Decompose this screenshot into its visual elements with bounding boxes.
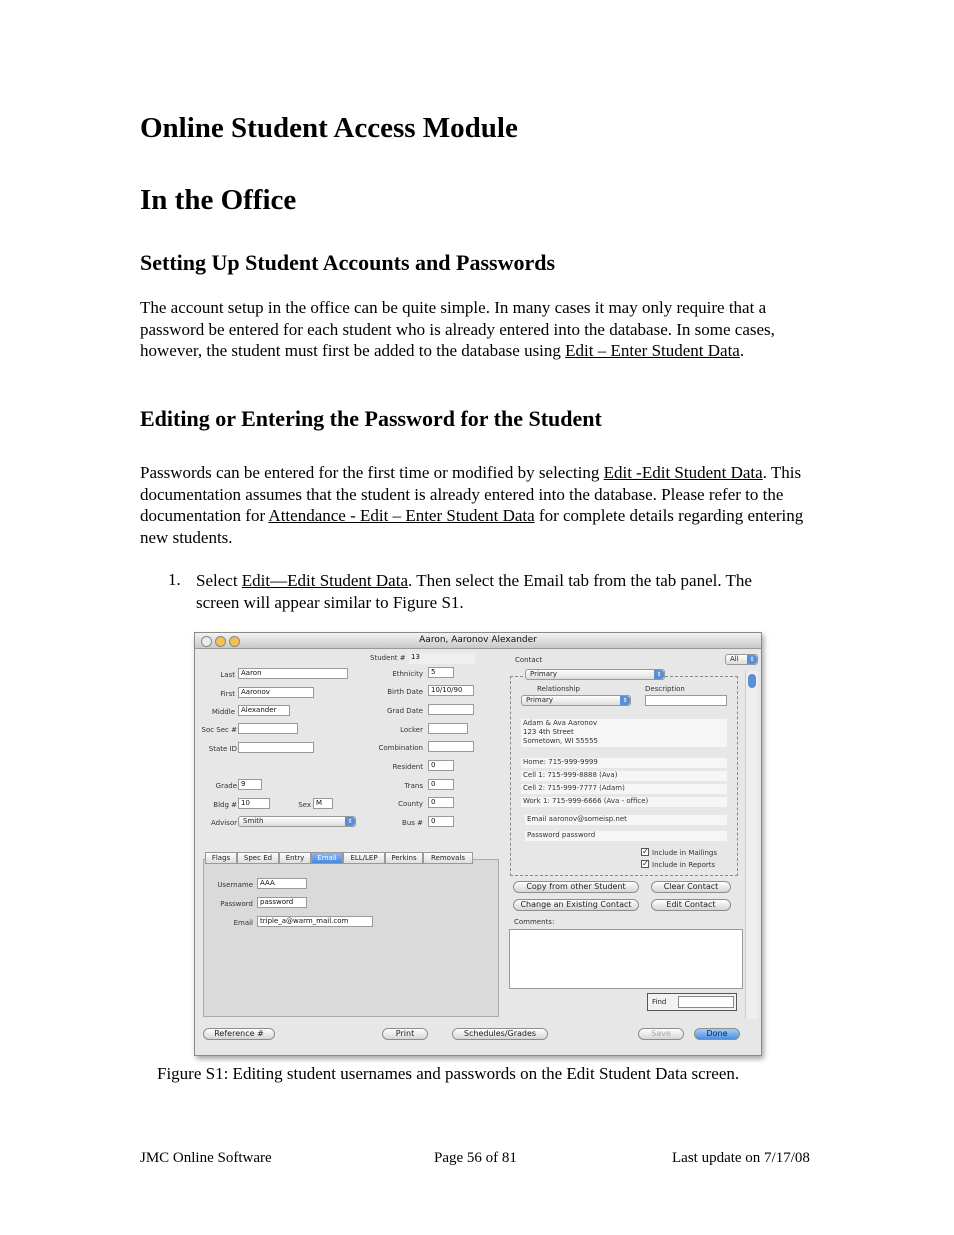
bldg-label: Bldg # bbox=[213, 801, 237, 809]
grade-field[interactable]: 9 bbox=[238, 779, 262, 790]
bus-label: Bus # bbox=[402, 819, 423, 827]
footer-page-number: Page 56 of 81 bbox=[434, 1150, 517, 1166]
tab-email[interactable]: Email bbox=[311, 852, 343, 864]
contact-password: Password password bbox=[525, 831, 727, 841]
ethnicity-label: Ethnicity bbox=[392, 670, 423, 678]
include-mailings-label: Include in Mailings bbox=[652, 849, 718, 857]
grade-label: Grade bbox=[215, 782, 237, 790]
chevron-updown-icon: ⇕ bbox=[345, 817, 355, 826]
birth-date-label: Birth Date bbox=[387, 688, 423, 696]
save-button[interactable]: Save bbox=[638, 1028, 684, 1040]
username-field[interactable]: AAA bbox=[257, 878, 307, 889]
password-label: Password bbox=[220, 900, 253, 908]
password-field[interactable]: password bbox=[257, 897, 307, 908]
birth-date-field[interactable]: 10/10/90 bbox=[428, 685, 474, 696]
description-field[interactable] bbox=[645, 695, 727, 706]
student-num-label: Student # bbox=[370, 654, 406, 662]
grad-date-label: Grad Date bbox=[387, 707, 423, 715]
comments-label: Comments: bbox=[514, 918, 555, 926]
schedules-grades-button[interactable]: Schedules/Grades bbox=[452, 1028, 548, 1040]
include-reports-label: Include in Reports bbox=[652, 861, 716, 869]
scrollbar-thumb[interactable] bbox=[748, 674, 756, 688]
contact-email: Email aaronov@someisp.net bbox=[525, 815, 727, 825]
step-text: Select Edit—Edit Student Data. Then select the Email tab from the tab panel. The screen will appear similar to Figure S1. bbox=[196, 571, 752, 612]
email-field[interactable]: triple_a@warm_mail.com bbox=[257, 916, 373, 927]
print-button[interactable]: Print bbox=[382, 1028, 428, 1040]
advisor-label: Advisor bbox=[210, 819, 237, 827]
bldg-field[interactable]: 10 bbox=[238, 798, 270, 809]
soc-sec-label: Soc Sec # bbox=[201, 726, 237, 734]
link-edit-edit-student-data[interactable]: Edit -Edit Student Data bbox=[603, 463, 763, 482]
scrollbar[interactable] bbox=[745, 671, 758, 1019]
resident-label: Resident bbox=[392, 763, 423, 771]
edit-student-window bbox=[194, 632, 762, 1056]
find-box bbox=[647, 993, 737, 1011]
relationship-label: Relationship bbox=[537, 685, 580, 693]
include-mailings-checkbox[interactable]: ✓ bbox=[642, 847, 649, 856]
copy-from-student-button[interactable]: Copy from other Student bbox=[513, 881, 639, 893]
link-step-edit-student-data[interactable]: Edit—Edit Student Data bbox=[241, 571, 408, 590]
window-titlebar bbox=[195, 633, 761, 649]
description-label: Description bbox=[645, 685, 685, 693]
relationship-popup[interactable]: Primary ⇕ bbox=[521, 695, 631, 706]
phone-work1: Work 1: 715-999-6666 (Ava - office) bbox=[521, 797, 727, 807]
comments-textarea[interactable] bbox=[509, 929, 743, 989]
footer-last-update: Last update on 7/17/08 bbox=[672, 1150, 810, 1166]
last-label: Last bbox=[220, 671, 235, 679]
reference-button[interactable]: Reference # bbox=[203, 1028, 275, 1040]
phone-home: Home: 715-999-9999 bbox=[521, 758, 727, 768]
sex-field[interactable]: M bbox=[313, 798, 333, 809]
state-id-label: State ID bbox=[208, 745, 237, 753]
footer-left: JMC Online Software bbox=[140, 1150, 272, 1166]
step-number: 1. bbox=[168, 570, 181, 589]
section-heading-accounts: Setting Up Student Accounts and Passwords bbox=[140, 250, 556, 275]
email-label: Email bbox=[233, 919, 253, 927]
phone-cell2: Cell 2: 715-999-7777 (Adam) bbox=[521, 784, 727, 794]
paragraph-account-setup: The account setup in the office can be quite simple. In many cases it may only require that a password be entered for each student who is already entered into the database. In some cases, however, the student must first be added to the database using Edit – Enter Student Data. bbox=[140, 298, 775, 361]
change-existing-contact-button[interactable]: Change an Existing Contact bbox=[513, 899, 639, 911]
advisor-popup[interactable]: Smith ⇕ bbox=[238, 816, 356, 827]
resident-field[interactable]: 0 bbox=[428, 760, 454, 771]
trans-field[interactable]: 0 bbox=[428, 779, 454, 790]
soc-sec-field[interactable] bbox=[238, 723, 298, 734]
state-id-field[interactable] bbox=[238, 742, 314, 753]
section-heading-password: Editing or Entering the Password for the Student bbox=[140, 406, 602, 431]
tab-ell-lep[interactable]: ELL/LEP bbox=[343, 852, 385, 864]
first-name-field[interactable]: Aaronov bbox=[238, 687, 314, 698]
tab-perkins[interactable]: Perkins bbox=[385, 852, 423, 864]
find-input[interactable] bbox=[678, 996, 734, 1008]
last-name-field[interactable]: Aaron bbox=[238, 668, 348, 679]
trans-label: Trans bbox=[404, 782, 423, 790]
contact-type-popup[interactable]: Primary ⇕ bbox=[525, 669, 665, 680]
find-label: Find bbox=[652, 998, 667, 1006]
county-field[interactable]: 0 bbox=[428, 797, 454, 808]
done-button[interactable]: Done bbox=[694, 1028, 740, 1040]
tab-flags[interactable]: Flags bbox=[205, 852, 237, 864]
link-attendance-edit[interactable]: Attendance - Edit – Enter Student Data bbox=[268, 506, 535, 526]
bus-field[interactable]: 0 bbox=[428, 816, 454, 827]
figure-caption: Figure S1: Editing student usernames and passwords on the Edit Student Data screen. bbox=[157, 1064, 740, 1083]
chevron-updown-icon: ⇕ bbox=[620, 696, 630, 705]
sex-label: Sex bbox=[298, 801, 311, 809]
tab-removals[interactable]: Removals bbox=[423, 852, 473, 864]
contact-filter-popup[interactable]: All ⇕ bbox=[725, 654, 758, 665]
county-label: County bbox=[398, 800, 423, 808]
contact-label: Contact bbox=[515, 656, 543, 664]
grad-date-field[interactable] bbox=[428, 704, 474, 715]
tab-spec-ed[interactable]: Spec Ed bbox=[237, 852, 279, 864]
username-label: Username bbox=[217, 881, 253, 889]
page-title: Online Student Access Module bbox=[140, 112, 518, 144]
phone-cell1: Cell 1: 715-999-8888 (Ava) bbox=[521, 771, 727, 781]
page-subtitle: In the Office bbox=[140, 184, 297, 216]
combination-field[interactable] bbox=[428, 741, 474, 752]
contact-address: Adam & Ava Aaronov 123 4th Street Sometown, WI 55555 bbox=[521, 719, 727, 747]
chevron-updown-icon: ⇕ bbox=[747, 655, 757, 664]
tab-entry[interactable]: Entry bbox=[279, 852, 311, 864]
locker-field[interactable] bbox=[428, 723, 468, 734]
ethnicity-field[interactable]: 5 bbox=[428, 667, 454, 678]
student-num-value: 13 bbox=[409, 653, 475, 664]
window-title: Aaron, Aaronov Alexander bbox=[419, 635, 537, 645]
clear-contact-button[interactable]: Clear Contact bbox=[651, 881, 731, 893]
chevron-updown-icon: ⇕ bbox=[654, 670, 664, 679]
middle-name-field[interactable]: Alexander bbox=[238, 705, 290, 716]
include-reports-checkbox[interactable]: ✓ bbox=[642, 859, 649, 868]
first-label: First bbox=[220, 690, 235, 698]
middle-label: Middle bbox=[211, 708, 235, 716]
edit-contact-button[interactable]: Edit Contact bbox=[651, 899, 731, 911]
combination-label: Combination bbox=[378, 744, 423, 752]
paragraph-password: Passwords can be entered for the first time or modified by selecting Edit -Edit Student Data. This documentation assumes that the student is already entered into the database. Please refer to the documentation for Attendance - Edit – Enter Student Data for complete details regarding entering new students. bbox=[140, 463, 804, 547]
link-edit-enter-student-data[interactable]: Edit – Enter Student Data bbox=[565, 341, 740, 361]
locker-label: Locker bbox=[400, 726, 423, 734]
